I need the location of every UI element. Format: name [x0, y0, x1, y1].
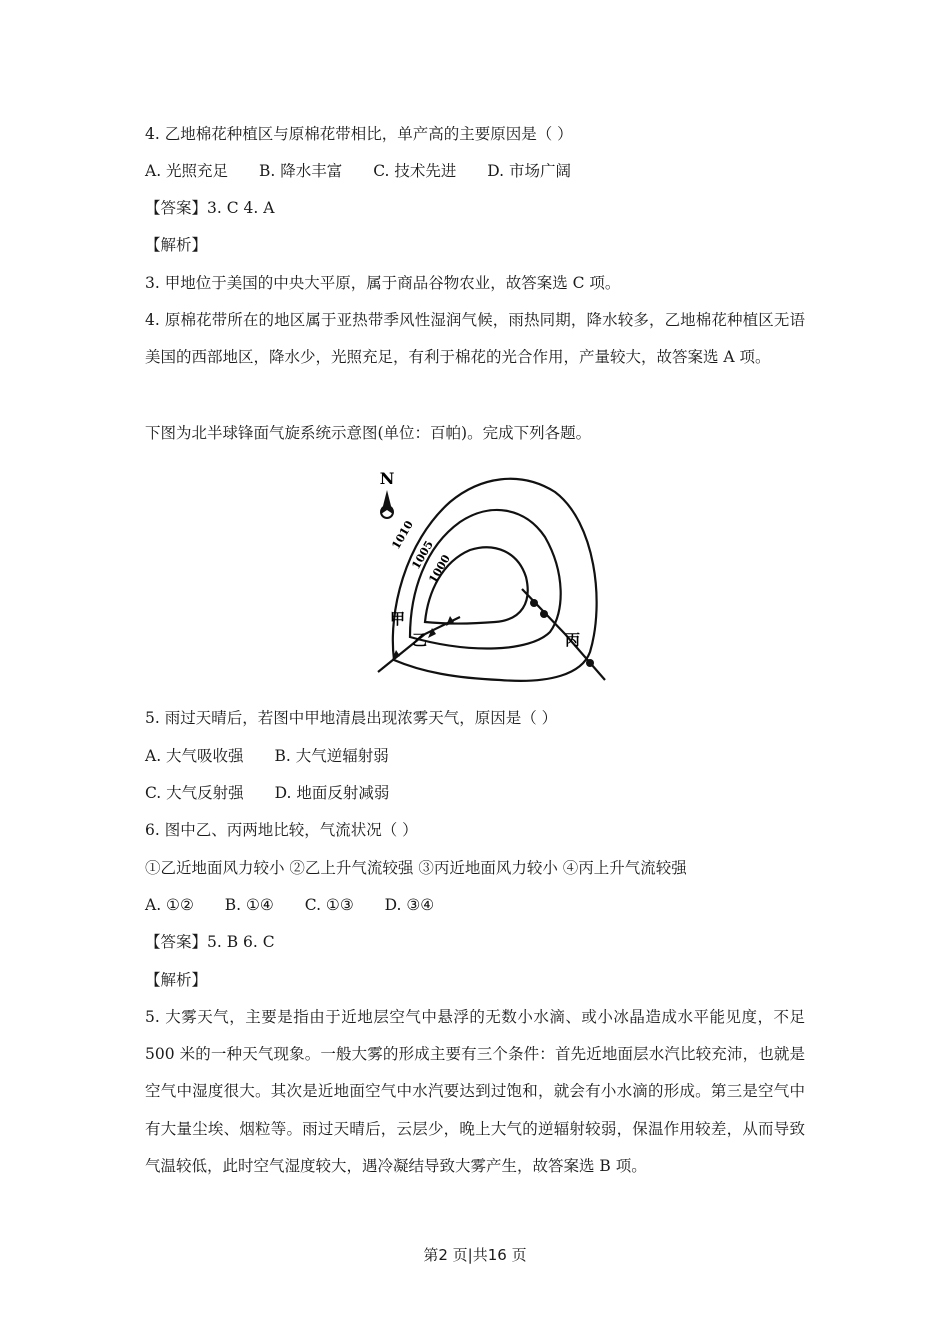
- q4-option-b: B. 降水丰富: [259, 162, 343, 180]
- answer-3-4: 【答案】3. C 4. A: [145, 199, 275, 217]
- q5-option-d: D. 地面反射减弱: [274, 784, 390, 802]
- q6-option-a: A. ①②: [145, 896, 194, 914]
- q6-options: [145, 895, 460, 915]
- q5-option-c: C. 大气反射强: [145, 784, 244, 802]
- warm-front-semicircle: [530, 599, 538, 607]
- isobar-label-1005: 1005: [409, 538, 436, 572]
- answer-5-6: 【答案】5. B 6. C: [145, 933, 275, 951]
- analysis-label-2: 【解析】: [145, 971, 208, 989]
- isobar-label-1000: 1000: [426, 552, 453, 586]
- place-jia: 甲: [390, 610, 406, 628]
- q6-stem: 6. 图中乙、丙两地比较，气流状况（ ）: [145, 821, 418, 839]
- north-arrow: [380, 469, 395, 518]
- isobar-label-1010: 1010: [389, 518, 416, 552]
- north-label: N: [379, 469, 395, 488]
- q4-option-d: D. 市场广阔: [487, 162, 572, 180]
- q4-option-a: A. 光照充足: [145, 162, 229, 180]
- explanation-5: 5. 大雾天气，主要是指由于近地层空气中悬浮的无数小水滴、或小冰晶造成水平能见度，不足 500 米的一种天气现象。一般大雾的形成主要有三个条件：首先近地面层水汽比较充沛，也就是空气中湿度很大。其次是近地面空气中水汽要达到过饱和，就会有小水滴的形成。第三是空气中有大量尘埃、烟粒等。雨过天晴后，云层少，晚上大气的逆辐射较弱，保温作用较差，从而导致气温较低，此时空气湿度较大，遇冷凝结导致大雾产生，故答案选 B 项。: [145, 1008, 805, 1175]
- q6-option-c: C. ①③: [304, 896, 354, 914]
- explanation-4: 4. 原棉花带所在的地区属于亚热带季风性湿润气候，雨热同期，降水较多，乙地棉花种植区无语美国的西部地区，降水少，光照充足，有利于棉花的光合作用，产量较大，故答案选 A 项。: [145, 311, 805, 367]
- q5-options-row-2: [145, 783, 415, 803]
- q5-option-b: B. 大气逆辐射弱: [274, 747, 389, 765]
- q5-option-a: A. 大气吸收强: [145, 747, 244, 765]
- q5-options-row-1: [145, 746, 415, 766]
- place-yi: 乙: [412, 631, 428, 649]
- page-footer: 第2 页|共16 页: [423, 1246, 527, 1264]
- explanation-3: 3. 甲地位于美国的中央大平原，属于商品谷物农业，故答案选 C 项。: [145, 274, 621, 292]
- q4-option-c: C. 技术先进: [373, 162, 457, 180]
- north-arrow-icon: [381, 490, 393, 514]
- frontal-cyclone-diagram: [350, 462, 620, 692]
- q6-option-b: B. ①④: [224, 896, 274, 914]
- q4-stem: 4. 乙地棉花种植区与原棉花带相比，单产高的主要原因是（ ）: [145, 125, 573, 143]
- q6-option-d: D. ③④: [384, 896, 435, 914]
- place-bing: 丙: [565, 631, 581, 649]
- analysis-label-1: 【解析】: [145, 236, 208, 254]
- warm-front-semicircle: [540, 610, 548, 618]
- diagram-intro: 下图为北半球锋面气旋系统示意图(单位：百帕)。完成下列各题。: [145, 424, 592, 442]
- warm-front-semicircle: [586, 659, 594, 667]
- q4-options: [145, 161, 597, 181]
- q5-stem: 5. 雨过天晴后，若图中甲地清晨出现浓雾天气，原因是（ ）: [145, 709, 558, 727]
- q6-statements: ①乙近地面风力较小 ②乙上升气流较强 ③丙近地面风力较小 ④丙上升气流较强: [145, 859, 687, 877]
